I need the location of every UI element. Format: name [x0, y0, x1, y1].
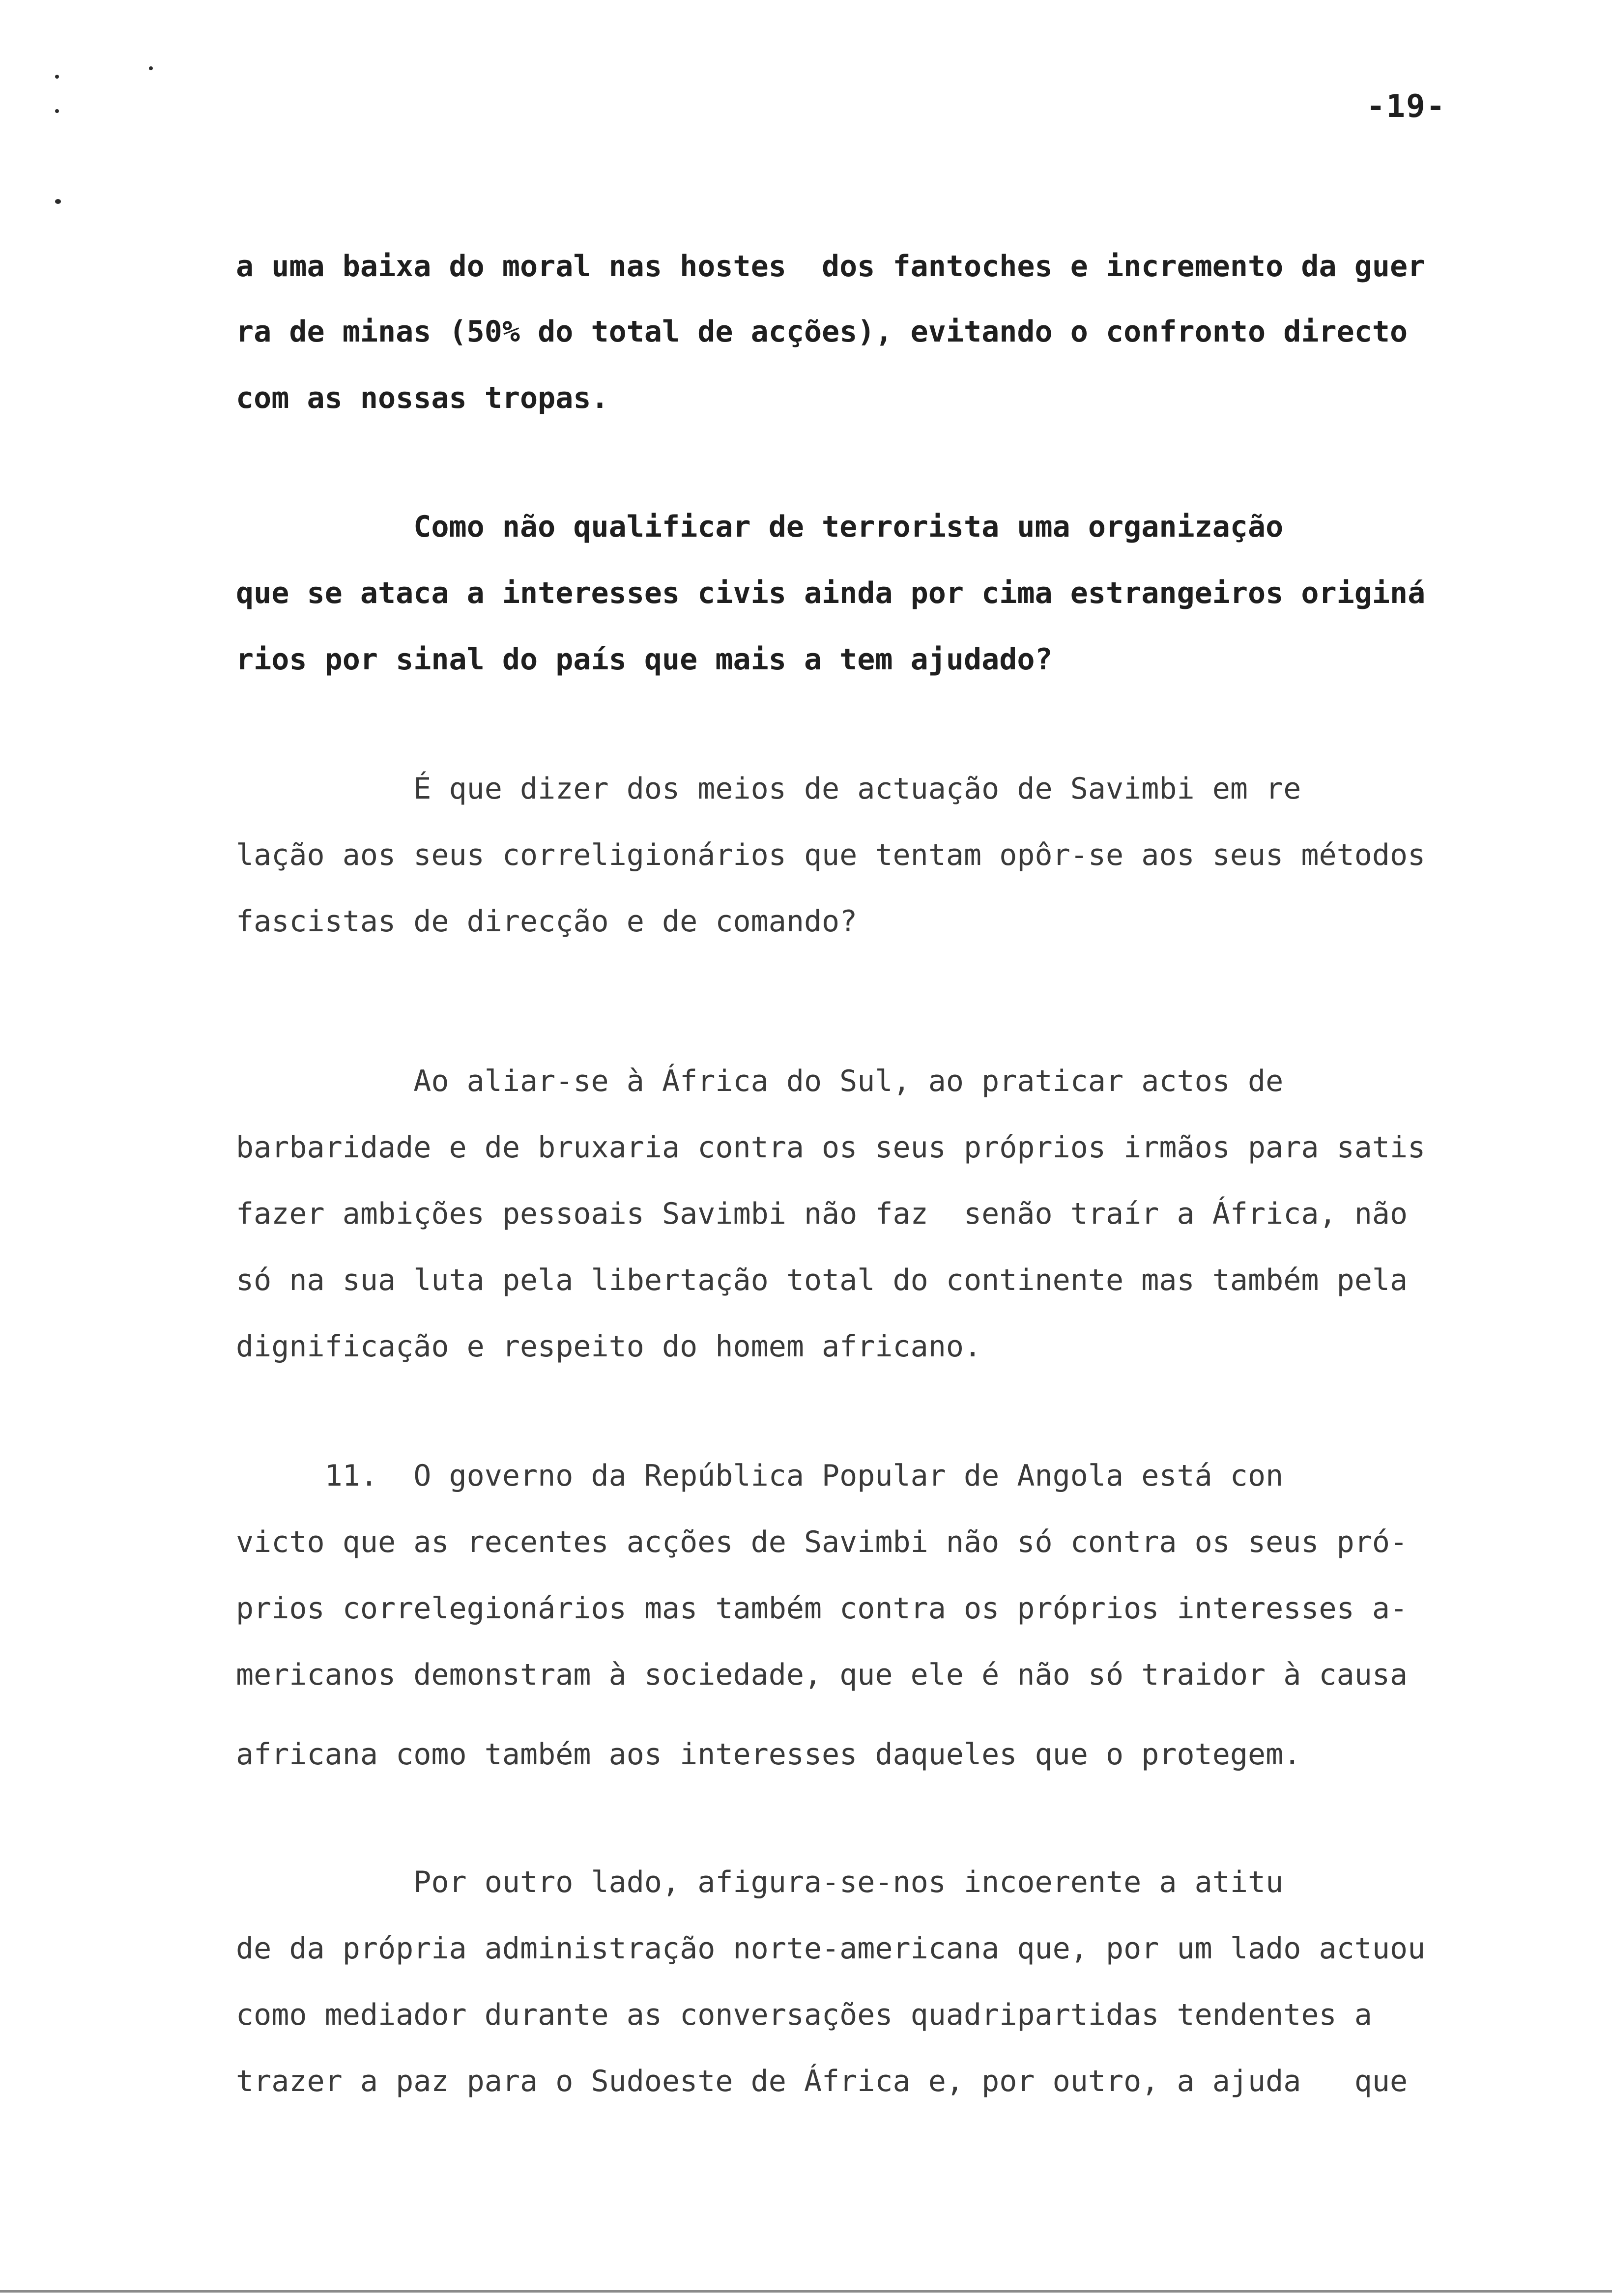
text-line: Ao aliar-se à África do Sul, ao praticar actos de: [236, 1064, 1284, 1098]
text-line: barbaridade e de bruxaria contra os seus próprios irmãos para satis: [236, 1130, 1426, 1165]
margin-mark: [55, 199, 61, 204]
margin-mark: [55, 109, 59, 113]
text-line: fazer ambições pessoais Savimbi não faz senão traír a África, não: [236, 1197, 1408, 1231]
text-line: africana como também aos interesses daqueles que o protegem.: [236, 1737, 1301, 1772]
text-line: Como não qualificar de terrorista uma organização: [236, 510, 1284, 544]
text-line: só na sua luta pela libertação total do continente mas também pela: [236, 1263, 1408, 1297]
text-line: Por outro lado, afigura-se-nos incoerente a atitu: [236, 1865, 1284, 1899]
margin-mark: [55, 75, 59, 79]
text-line: como mediador durante as conversações quadripartidas tendentes a: [236, 1998, 1372, 2032]
text-line: que se ataca a interesses civis ainda por cima estrangeiros originá: [236, 576, 1426, 610]
page-number: -19-: [1366, 88, 1446, 125]
text-line: É que dizer dos meios de actuação de Savimbi em re: [236, 772, 1301, 806]
text-line: mericanos demonstram à sociedade, que ele é não só traidor à causa: [236, 1658, 1408, 1692]
text-line: prios correlegionários mas também contra os próprios interesses a-: [236, 1591, 1408, 1626]
text-line: rios por sinal do país que mais a tem ajudado?: [236, 642, 1053, 677]
text-line: victo que as recentes acções de Savimbi não só contra os seus pró-: [236, 1525, 1408, 1559]
margin-mark: [149, 66, 153, 70]
text-line: 11. O governo da República Popular de Angola está con: [236, 1459, 1284, 1493]
text-line: trazer a paz para o Sudoeste de África e, por outro, a ajuda que: [236, 2064, 1408, 2098]
text-line: dignificação e respeito do homem africano.: [236, 1329, 982, 1364]
text-line: a uma baixa do moral nas hostes dos fantoches e incremento da guer: [236, 249, 1426, 284]
text-line: lação aos seus correligionários que tentam opôr-se aos seus métodos: [236, 838, 1426, 872]
text-line: com as nossas tropas.: [236, 381, 609, 415]
text-line: ra de minas (50% do total de acções), evitando o confronto directo: [236, 315, 1408, 349]
text-line: fascistas de direcção e de comando?: [236, 904, 858, 939]
page-bottom-edge: [0, 2290, 1612, 2293]
text-line: de da própria administração norte-americana que, por um lado actuou: [236, 1931, 1426, 1966]
